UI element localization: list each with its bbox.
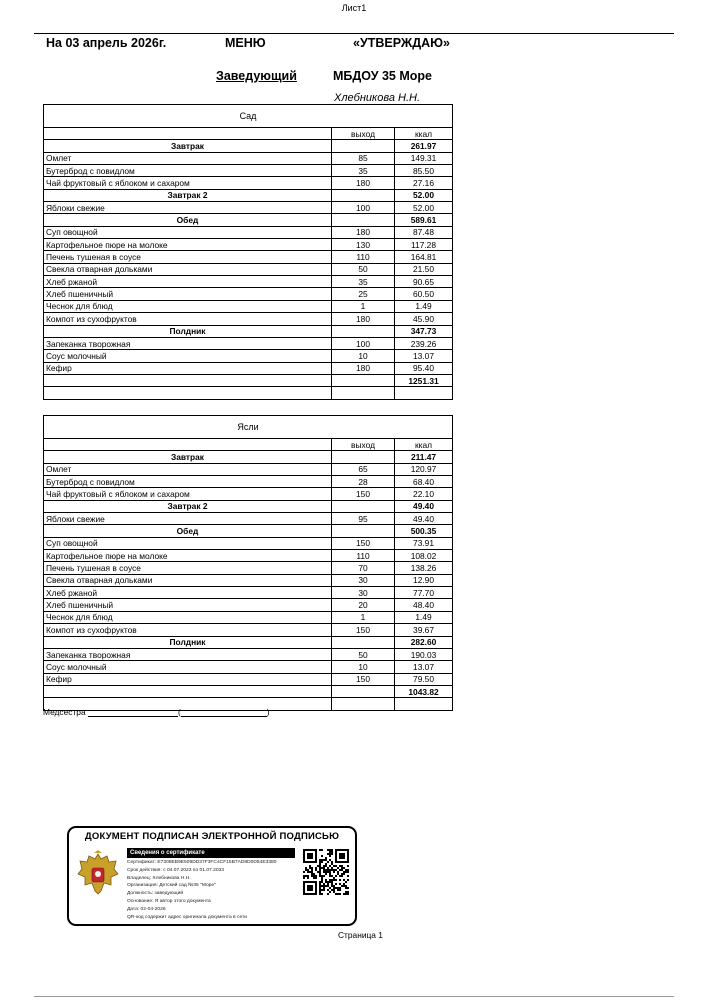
empty-cell xyxy=(332,387,395,399)
certificate-detail-line: Дата: 02-04-2026 xyxy=(127,906,166,912)
certificate-details xyxy=(127,859,299,921)
dish-kcal: 138.26 xyxy=(395,562,453,574)
dish-row xyxy=(44,587,453,599)
dish-output: 110 xyxy=(332,251,395,263)
total-label xyxy=(44,374,332,386)
meal-row xyxy=(44,140,453,152)
certificate-detail-line: Срок действия: с 04.07.2023 по 01.07.2033 xyxy=(127,867,225,873)
dish-name: Соус молочный xyxy=(44,350,332,362)
dish-kcal: 12.90 xyxy=(395,574,453,586)
dish-row xyxy=(44,599,453,611)
dish-output: 150 xyxy=(332,673,395,685)
sheet-name: Лист1 xyxy=(341,3,367,13)
dish-output: 180 xyxy=(332,362,395,374)
nurse-signature-blank xyxy=(88,708,178,717)
dish-kcal: 79.50 xyxy=(395,673,453,685)
dish-row xyxy=(44,550,453,562)
dish-kcal: 190.03 xyxy=(395,648,453,660)
dish-name: Яблоки свежие xyxy=(44,202,332,214)
dish-name: Суп овощной xyxy=(44,226,332,238)
dish-output: 50 xyxy=(332,648,395,660)
dish-output: 1 xyxy=(332,611,395,623)
dish-output: 35 xyxy=(332,276,395,288)
certificate-detail-line: Основание: Я автор этого документа xyxy=(127,898,211,904)
dish-name: Картофельное пюре на молоке xyxy=(44,239,332,251)
meal-row xyxy=(44,525,453,537)
dish-name: Хлеб пшеничный xyxy=(44,599,332,611)
dish-row xyxy=(44,463,453,475)
meal-name: Завтрак xyxy=(44,451,332,463)
meal-output xyxy=(332,325,395,337)
dish-output: 20 xyxy=(332,599,395,611)
dish-output: 50 xyxy=(332,263,395,275)
header-dish xyxy=(44,128,332,140)
head-position: Заведующий xyxy=(216,69,297,83)
organization-name: МБДОУ 35 Море xyxy=(333,69,432,83)
meal-kcal: 211.47 xyxy=(395,451,453,463)
dish-kcal: 49.40 xyxy=(395,513,453,525)
meal-kcal: 347.73 xyxy=(395,325,453,337)
meal-kcal: 52.00 xyxy=(395,189,453,201)
dish-output: 180 xyxy=(332,177,395,189)
empty-cell xyxy=(44,387,332,399)
empty-cell xyxy=(395,698,453,710)
dish-name: Хлеб пшеничный xyxy=(44,288,332,300)
dish-name: Компот из сухофруктов xyxy=(44,313,332,325)
electronic-signature-stamp xyxy=(67,826,357,926)
dish-name: Кефир xyxy=(44,362,332,374)
dish-kcal: 90.65 xyxy=(395,276,453,288)
dish-output: 85 xyxy=(332,152,395,164)
dish-kcal: 48.40 xyxy=(395,599,453,611)
menu-title: МЕНЮ xyxy=(225,36,266,50)
dish-kcal: 149.31 xyxy=(395,152,453,164)
dish-row xyxy=(44,165,453,177)
meal-row xyxy=(44,325,453,337)
meal-name: Обед xyxy=(44,525,332,537)
dish-row xyxy=(44,263,453,275)
dish-kcal: 1.49 xyxy=(395,611,453,623)
certificate-detail-line: Сертификат: E7308EB9E509DD37F3FC4CF15B7AD8D0D54E3380 xyxy=(127,860,277,865)
table-header-row xyxy=(44,439,453,451)
dish-row xyxy=(44,251,453,263)
certificate-detail-line: Организация: Детский сад №35 "Море" xyxy=(127,883,216,889)
dish-row xyxy=(44,313,453,325)
dish-row xyxy=(44,288,453,300)
dish-row xyxy=(44,226,453,238)
certificate-info-header: Сведения о сертификате xyxy=(127,848,295,858)
meal-output xyxy=(332,525,395,537)
dish-output: 130 xyxy=(332,239,395,251)
dish-output: 150 xyxy=(332,488,395,500)
dish-name: Картофельное пюре на молоке xyxy=(44,550,332,562)
dish-row xyxy=(44,661,453,673)
dish-row xyxy=(44,177,453,189)
dish-output: 150 xyxy=(332,537,395,549)
dish-name: Кефир xyxy=(44,673,332,685)
dish-row xyxy=(44,362,453,374)
dish-row xyxy=(44,648,453,660)
dish-name: Запеканка творожная xyxy=(44,337,332,349)
total-row xyxy=(44,374,453,386)
dish-name: Запеканка творожная xyxy=(44,648,332,660)
signature-title: ДОКУМЕНТ ПОДПИСАН ЭЛЕКТРОННОЙ ПОДПИСЬЮ xyxy=(84,831,340,842)
dish-row xyxy=(44,574,453,586)
meal-output xyxy=(332,189,395,201)
menu-table-sad xyxy=(43,104,453,400)
table-title-row xyxy=(44,105,453,128)
dish-name: Хлеб ржаной xyxy=(44,587,332,599)
dish-output: 10 xyxy=(332,661,395,673)
dish-kcal: 120.97 xyxy=(395,463,453,475)
menu-table-yasli xyxy=(43,415,453,711)
dish-name: Свекла отварная дольками xyxy=(44,574,332,586)
meal-row xyxy=(44,636,453,648)
certificate-detail-line: QR-код содержит адрес оригинала документа в сети xyxy=(127,914,247,920)
dish-kcal: 164.81 xyxy=(395,251,453,263)
dish-name: Чеснок для блюд xyxy=(44,611,332,623)
dish-kcal: 85.50 xyxy=(395,165,453,177)
meal-kcal: 49.40 xyxy=(395,500,453,512)
table-header-row xyxy=(44,128,453,140)
head-name: Хлебникова Н.Н. xyxy=(334,92,421,104)
dish-kcal: 52.00 xyxy=(395,202,453,214)
dish-output: 150 xyxy=(332,624,395,636)
empty-cell xyxy=(395,387,453,399)
top-divider xyxy=(34,33,674,34)
header-kcal: ккал xyxy=(395,128,453,140)
dish-kcal: 77.70 xyxy=(395,587,453,599)
dish-output: 65 xyxy=(332,463,395,475)
dish-row xyxy=(44,300,453,312)
dish-name: Свекла отварная дольками xyxy=(44,263,332,275)
total-output xyxy=(332,374,395,386)
dish-name: Чай фруктовый с яблоком и сахаром xyxy=(44,177,332,189)
meal-row xyxy=(44,500,453,512)
dish-row xyxy=(44,562,453,574)
table-title: Сад xyxy=(44,105,453,128)
menu-date: На 03 апрель 2026г. xyxy=(46,36,167,50)
empty-row xyxy=(44,387,453,399)
meal-name: Обед xyxy=(44,214,332,226)
meal-name: Полдник xyxy=(44,636,332,648)
meal-output xyxy=(332,214,395,226)
dish-kcal: 21.50 xyxy=(395,263,453,275)
dish-kcal: 13.07 xyxy=(395,350,453,362)
russian-coat-of-arms-icon xyxy=(77,850,119,898)
approve-title: «УТВЕРЖДАЮ» xyxy=(353,36,450,50)
nurse-signature-line: Медсестра ( ) xyxy=(43,707,270,717)
dish-name: Суп овощной xyxy=(44,537,332,549)
dish-row xyxy=(44,337,453,349)
dish-kcal: 22.10 xyxy=(395,488,453,500)
dish-kcal: 95.40 xyxy=(395,362,453,374)
dish-name: Бутерброд с повидлом xyxy=(44,476,332,488)
meal-name: Завтрак xyxy=(44,140,332,152)
total-label xyxy=(44,685,332,697)
meal-name: Завтрак 2 xyxy=(44,500,332,512)
dish-row xyxy=(44,152,453,164)
meal-kcal: 500.35 xyxy=(395,525,453,537)
dish-name: Компот из сухофруктов xyxy=(44,624,332,636)
dish-row xyxy=(44,476,453,488)
dish-kcal: 108.02 xyxy=(395,550,453,562)
certificate-detail-line: Должность: заведующий xyxy=(127,891,184,897)
dish-name: Чеснок для блюд xyxy=(44,300,332,312)
meal-name: Полдник xyxy=(44,325,332,337)
dish-output: 110 xyxy=(332,550,395,562)
dish-output: 100 xyxy=(332,337,395,349)
total-row xyxy=(44,685,453,697)
meal-kcal: 261.97 xyxy=(395,140,453,152)
total-output xyxy=(332,685,395,697)
dish-name: Яблоки свежие xyxy=(44,513,332,525)
dish-name: Чай фруктовый с яблоком и сахаром xyxy=(44,488,332,500)
dish-output: 180 xyxy=(332,313,395,325)
dish-name: Соус молочный xyxy=(44,661,332,673)
meal-kcal: 282.60 xyxy=(395,636,453,648)
dish-name: Печень тушеная в соусе xyxy=(44,562,332,574)
dish-output: 10 xyxy=(332,350,395,362)
dish-row xyxy=(44,513,453,525)
nurse-name-blank xyxy=(181,708,267,717)
meal-name: Завтрак 2 xyxy=(44,189,332,201)
meal-output xyxy=(332,636,395,648)
dish-name: Печень тушеная в соусе xyxy=(44,251,332,263)
dish-output: 95 xyxy=(332,513,395,525)
dish-output: 1 xyxy=(332,300,395,312)
meal-output xyxy=(332,451,395,463)
dish-row xyxy=(44,537,453,549)
meal-row xyxy=(44,214,453,226)
table-title-row xyxy=(44,416,453,439)
header-output: выход xyxy=(332,128,395,140)
dish-kcal: 1.49 xyxy=(395,300,453,312)
total-kcal: 1043.82 xyxy=(395,685,453,697)
dish-output: 30 xyxy=(332,574,395,586)
dish-kcal: 39.67 xyxy=(395,624,453,636)
dish-name: Хлеб ржаной xyxy=(44,276,332,288)
table-title: Ясли xyxy=(44,416,453,439)
dish-row xyxy=(44,202,453,214)
dish-kcal: 68.40 xyxy=(395,476,453,488)
dish-row xyxy=(44,624,453,636)
dish-output: 28 xyxy=(332,476,395,488)
dish-name: Омлет xyxy=(44,152,332,164)
header-kcal: ккал xyxy=(395,439,453,451)
meal-row xyxy=(44,451,453,463)
dish-row xyxy=(44,673,453,685)
meal-output xyxy=(332,140,395,152)
dish-row xyxy=(44,488,453,500)
dish-name: Бутерброд с повидлом xyxy=(44,165,332,177)
nurse-label: Медсестра xyxy=(43,707,86,717)
header-dish xyxy=(44,439,332,451)
dish-row xyxy=(44,276,453,288)
dish-kcal: 27.16 xyxy=(395,177,453,189)
empty-cell xyxy=(332,698,395,710)
meal-output xyxy=(332,500,395,512)
dish-kcal: 60.50 xyxy=(395,288,453,300)
dish-kcal: 87.48 xyxy=(395,226,453,238)
dish-output: 180 xyxy=(332,226,395,238)
dish-row xyxy=(44,239,453,251)
meal-kcal: 589.61 xyxy=(395,214,453,226)
total-kcal: 1251.31 xyxy=(395,374,453,386)
dish-output: 25 xyxy=(332,288,395,300)
bottom-divider xyxy=(34,996,674,997)
dish-kcal: 13.07 xyxy=(395,661,453,673)
dish-output: 30 xyxy=(332,587,395,599)
dish-kcal: 239.26 xyxy=(395,337,453,349)
dish-row xyxy=(44,350,453,362)
dish-output: 35 xyxy=(332,165,395,177)
dish-output: 100 xyxy=(332,202,395,214)
header-output: выход xyxy=(332,439,395,451)
meal-row xyxy=(44,189,453,201)
dish-kcal: 117.28 xyxy=(395,239,453,251)
dish-kcal: 45.90 xyxy=(395,313,453,325)
dish-name: Омлет xyxy=(44,463,332,475)
dish-output: 70 xyxy=(332,562,395,574)
dish-row xyxy=(44,611,453,623)
certificate-detail-line: Владелец: Хлебникова Н.Н. xyxy=(127,875,191,881)
page-number: Страница 1 xyxy=(338,930,383,940)
qr-code-icon xyxy=(303,849,349,895)
dish-kcal: 73.91 xyxy=(395,537,453,549)
